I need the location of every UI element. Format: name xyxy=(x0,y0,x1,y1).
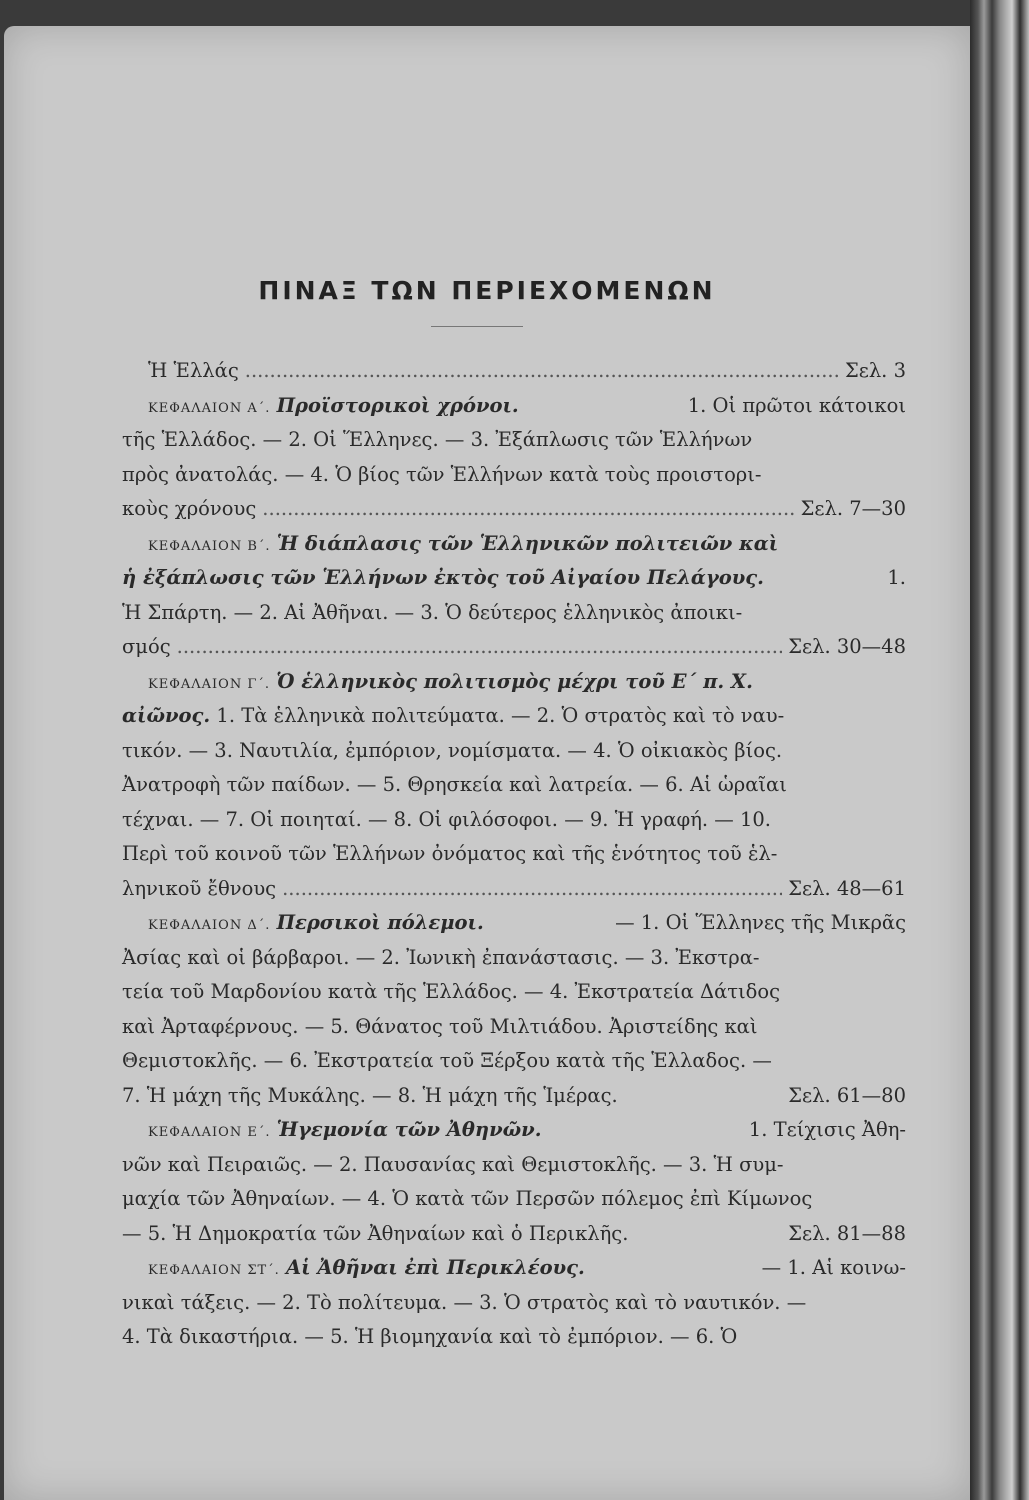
chapter-d-heading xyxy=(122,906,906,941)
entry-text: νῶν καὶ Πειραιῶς. — 2. Παυσανίας καὶ Θεμιστοκλῆς. — 3. Ἡ συμ- xyxy=(122,1152,784,1176)
entry-text: πρὸς ἀνατολάς. — 4. Ὁ βίος τῶν Ἑλλήνων κατὰ τοὺς προιστορι- xyxy=(122,462,762,486)
chapter-title: Ἡ διάπλασις τῶν Ἑλληνικῶν πολιτειῶν καὶ xyxy=(276,531,779,555)
entry-text: ληνικοῦ ἔθνους xyxy=(122,876,277,900)
entry-text: Ἡ Σπάρτη. — 2. Αἱ Ἀθῆναι. — 3. Ὁ δεύτερος ἑλληνικὸς ἀποικι- xyxy=(122,600,743,624)
chapter-title: Ἡγεμονία τῶν Ἀθηνῶν. xyxy=(276,1118,542,1141)
leader-dots xyxy=(245,354,839,389)
chapter-title: Προϊστορικοὶ χρόνοι. xyxy=(276,393,519,417)
entry-line xyxy=(122,941,906,976)
page-ref: Σελ. 7—30 xyxy=(800,497,906,520)
entry-line xyxy=(122,1148,906,1183)
entry-line xyxy=(122,458,906,493)
entry-text: τῆς Ἑλλάδος. — 2. Οἱ Ἕλληνες. — 3. Ἐξάπλωσις τῶν Ἑλλήνων xyxy=(122,428,753,451)
entry-text: 1. xyxy=(887,566,906,589)
entry-line xyxy=(122,1010,906,1045)
book-page xyxy=(4,26,970,1500)
entry-text: μαχία τῶν Ἀθηναίων. — 4. Ὁ κατὰ τῶν Περσῶν πόλεμος ἐπὶ Κίμωνος xyxy=(122,1187,813,1210)
entry-line xyxy=(122,734,906,769)
entry-text: 1. Τὰ ἑλληνικὰ πολιτεύματα. — 2. Ὁ στρατὸς καὶ τὸ ναυ- xyxy=(216,704,785,727)
entry-line-last xyxy=(122,630,906,665)
entry-line-last xyxy=(122,492,906,527)
entry-text: — 5. Ἡ Δημοκρατία τῶν Ἀθηναίων καὶ ὁ Περικλῆς. xyxy=(122,1221,629,1245)
entry-text: 1. Τείχισις Ἀθη- xyxy=(748,1118,906,1141)
page-ref: Σελ. 30—48 xyxy=(788,635,906,658)
entry-text: Περὶ τοῦ κοινοῦ τῶν Ἑλλήνων ὀνόματος καὶ τῆς ἑνότητος τοῦ ἑλ- xyxy=(122,842,778,865)
entry-text: Ἀσίας καὶ οἱ βάρβαροι. — 2. Ἰωνικὴ ἐπανάστασις. — 3. Ἐκστρα- xyxy=(122,945,760,969)
entry-text: — 1. Αἱ κοινω- xyxy=(761,1256,906,1279)
chapter-label: ΚΕΦΑΛΑΙΟΝ Α΄. xyxy=(148,400,271,416)
page-ref: Σελ. 61—80 xyxy=(788,1083,906,1107)
chapter-label: ΚΕΦΑΛΑΙΟΝ Β΄. xyxy=(148,538,271,554)
chapter-title: Περσικοὶ πόλεμοι. xyxy=(276,911,484,934)
chapter-label: ΚΕΦΑΛΑΙΟΝ ΣΤ΄. xyxy=(148,1263,280,1278)
leader-dots xyxy=(177,630,783,665)
entry-line xyxy=(122,1182,906,1217)
entry-line xyxy=(122,596,906,631)
page-ref: Σελ. 48—61 xyxy=(788,876,906,900)
chapter-a-heading xyxy=(122,389,906,424)
page-ref: Σελ. 81—88 xyxy=(788,1221,906,1245)
chapter-st-heading xyxy=(122,1251,906,1286)
entry-text: 7. Ἡ μάχη τῆς Μυκάλης. — 8. Ἡ μάχη τῆς Ἱμέρας. xyxy=(122,1083,618,1107)
chapter-label: ΚΕΦΑΛΑΙΟΝ Ε΄. xyxy=(148,1125,271,1140)
entry-text: σμός xyxy=(122,635,171,658)
entry-text: καὶ Ἀρταφέρνους. — 5. Θάνατος τοῦ Μιλτιάδου. Ἀριστείδης καὶ xyxy=(122,1014,758,1038)
entry-text: 4. Τὰ δικαστήρια. — 5. Ἡ βιομηχανία καὶ τὸ ἐμπόριον. — 6. Ὁ xyxy=(122,1325,738,1348)
entry-line xyxy=(122,423,906,458)
entry-line-last xyxy=(122,1217,906,1252)
entry-text: τεία τοῦ Μαρδονίου κατὰ τῆς Ἑλλάδος. — 4. Ἐκστρατεία Δάτιδος xyxy=(122,980,781,1003)
entry-line xyxy=(122,803,906,838)
entry-line xyxy=(122,699,906,734)
entry-line xyxy=(122,1320,906,1355)
entry-line xyxy=(122,975,906,1010)
entry-line xyxy=(122,837,906,872)
chapter-title-cont: ἡ ἐξάπλωσις τῶν Ἑλλήνων ἐκτὸς τοῦ Αἰγαίου Πελάγους. xyxy=(122,566,764,589)
chapter-title: Ὁ ἑλληνικὸς πολιτισμὸς μέχρι τοῦ Ε΄ π. Χ. xyxy=(276,669,753,693)
chapter-c-heading xyxy=(122,665,906,700)
entry-text: 1. Οἱ πρῶτοι κάτοικοι xyxy=(687,393,906,417)
entry-line xyxy=(122,1286,906,1321)
entry-line-last xyxy=(122,872,906,907)
leader-dots xyxy=(282,872,782,907)
book-spine xyxy=(970,0,1029,1500)
entry-text: τικόν. — 3. Ναυτιλία, ἐμπόριον, νομίσματα. — 4. Ὁ οἰκιακὸς βίος. xyxy=(122,738,783,762)
chapter-title-cont: αἰῶνος. xyxy=(122,704,211,727)
chapter-label: ΚΕΦΑΛΑΙΟΝ Δ΄. xyxy=(148,918,271,933)
entry-text: — 1. Οἱ Ἕλληνες τῆς Μικρᾶς xyxy=(615,911,906,934)
entry-text: Ἡ Ἑλλάς xyxy=(148,359,239,382)
entry-text: τέχναι. — 7. Οἱ ποιηταί. — 8. Οἱ φιλόσοφοι. — 9. Ἡ γραφή. — 10. xyxy=(122,807,771,831)
chapter-title: Αἱ Ἀθῆναι ἐπὶ Περικλέους. xyxy=(286,1256,585,1279)
chapter-label: ΚΕΦΑΛΑΙΟΝ Γ΄. xyxy=(148,676,270,692)
entry-line-last xyxy=(122,1079,906,1114)
entry-text: Θεμιστοκλῆς. — 6. Ἐκστρατεία τοῦ Ξέρξου κατὰ τῆς Ἑλλαδος. — xyxy=(122,1049,772,1072)
toc-entry-intro xyxy=(122,354,906,389)
page-title: ΠΙΝΑΞ ΤΩΝ ΠΕΡΙΕΧΟΜΕΝΩΝ xyxy=(258,276,716,305)
entry-line xyxy=(122,561,906,596)
entry-line xyxy=(122,768,906,803)
page-ref: Σελ. 3 xyxy=(844,359,906,382)
table-of-contents xyxy=(122,354,906,1355)
title-rule xyxy=(431,326,523,327)
chapter-e-heading xyxy=(122,1113,906,1148)
entry-text: νικαὶ τάξεις. — 2. Τὸ πολίτευμα. — 3. Ὁ στρατὸς καὶ τὸ ναυτικόν. — xyxy=(122,1290,807,1314)
entry-text: Ἀνατροφὴ τῶν παίδων. — 5. Θρησκεία καὶ λατρεία. — 6. Αἱ ὡραῖαι xyxy=(122,773,787,796)
entry-line xyxy=(122,1044,906,1079)
chapter-b-heading xyxy=(122,527,906,562)
leader-dots xyxy=(262,492,794,527)
entry-text: κοὺς χρόνους xyxy=(122,497,257,520)
